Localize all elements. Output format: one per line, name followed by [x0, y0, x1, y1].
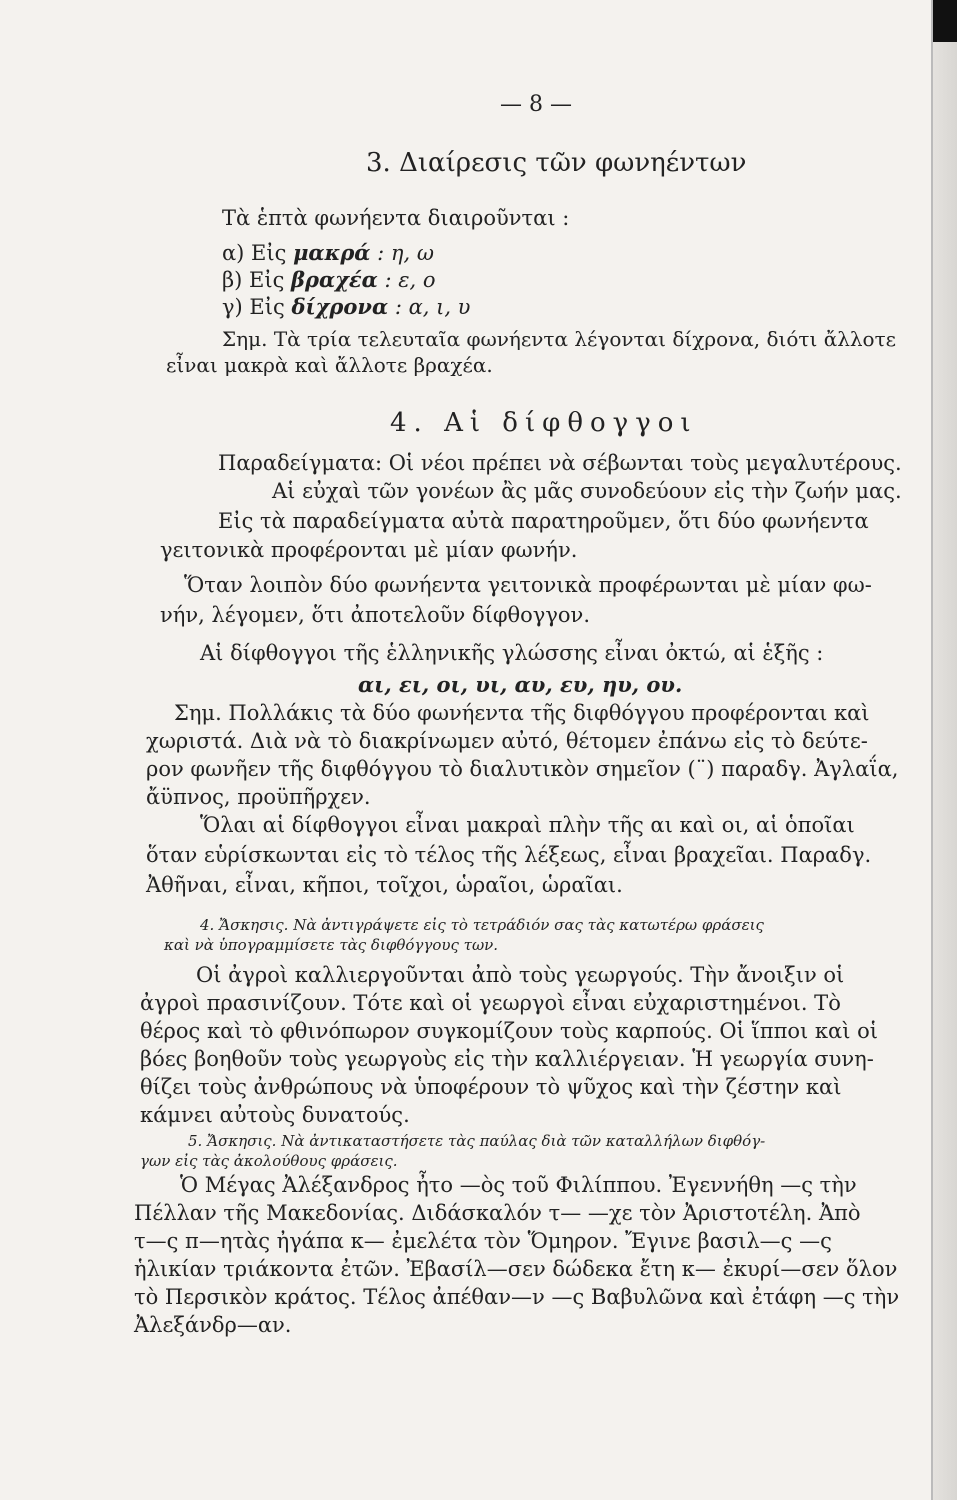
diphthong-list: αι, ει, οι, υι, αυ, ευ, ηυ, ου. — [358, 672, 683, 697]
text-line: Σημ. Πολλάκις τὰ δύο φωνήεντα τῆς διφθόγγου προφέρονται καὶ — [174, 701, 870, 725]
section3-note-line: εἶναι μακρὰ καὶ ἄλλοτε βραχέα. — [166, 353, 493, 377]
item-rest: : η, ω — [377, 241, 434, 265]
text-line: τ—ς π—ητὰς ἠγάπα κ— ἐμελέτα τὸν Ὅμηρον. Ἔγινε βασιλ—ς —ς — [134, 1229, 832, 1253]
text-line: ρον φωνῆεν τῆς διφθόγγου τὸ διαλυτικὸν σημεῖον (¨) παραδγ. Ἀγλαΐα, — [146, 757, 899, 781]
text-line: Ὅλαι αἱ δίφθογγοι εἶναι μακραὶ πλὴν τῆς αι καὶ οι, αἱ ὁποῖαι — [200, 813, 855, 837]
list-item — [222, 267, 436, 293]
text-line: Οἱ ἀγροὶ καλλιεργοῦνται ἀπὸ τοὺς γεωργούς. Τὴν ἄνοιξιν οἱ — [196, 963, 845, 987]
item-prefix: γ) Εἰς — [222, 295, 285, 319]
text-line: κάμνει αὐτοὺς δυνατούς. — [140, 1103, 410, 1127]
item-term: μακρά — [293, 240, 371, 265]
section3-intro: Τὰ ἑπτὰ φωνήεντα διαιροῦνται : — [222, 206, 570, 230]
section3-note-line: Σημ. Τὰ τρία τελευταῖα φωνήεντα λέγονται δίχρονα, διότι ἄλλοτε — [222, 327, 897, 351]
text-line: νήν, λέγομεν, ὅτι ἀποτελοῦν δίφθογγον. — [160, 603, 590, 627]
text-line: θέρος καὶ τὸ φθινόπωρον συγκομίζουν τοὺς καρπούς. Οἱ ἵπποι καὶ οἱ — [140, 1019, 879, 1043]
text-line: Αἱ δίφθογγοι τῆς ἑλληνικῆς γλώσσης εἶναι ὀκτώ, αἱ ἑξῆς : — [200, 641, 824, 665]
text-line: Ἀθῆναι, εἶναι, κῆποι, τοῖχοι, ὡραῖοι, ὡραῖαι. — [146, 873, 623, 897]
exercise5-instruction: 5. Ἄσκησις. Νὰ ἀντικαταστήσετε τὰς παύλας διὰ τῶν καταλλήλων διφθόγ- — [188, 1132, 766, 1150]
text-line: θίζει τοὺς ἀνθρώπους νὰ ὑποφέρουν τὸ ψῦχος καὶ τὴν ζέστην καὶ — [140, 1075, 842, 1099]
text-line: Παραδείγματα: Οἱ νέοι πρέπει νὰ σέβωνται τοὺς μεγαλυτέρους. — [218, 451, 902, 475]
text-line: Ὁ Μέγας Ἀλέξανδρος ἦτο —ὸς τοῦ Φιλίππου. Ἐγεννήθη —ς τὴν — [180, 1173, 857, 1197]
dark-corner — [933, 0, 957, 42]
text-line: βόες βοηθοῦν τοὺς γεωργοὺς εἰς τὴν καλλιέργειαν. Ἡ γεωργία συνη- — [140, 1047, 874, 1071]
text-line: ἄϋπνος, προϋπῆρχεν. — [146, 785, 371, 809]
item-rest: : ε, ο — [384, 268, 436, 292]
page-number: — 8 — — [500, 92, 572, 117]
text-line: τὸ Περσικὸν κράτος. Τέλος ἀπέθαν—ν —ς Βαβυλῶνα καὶ ἐτάφη —ς τὴν — [134, 1285, 900, 1309]
text-line: Εἰς τὰ παραδείγματα αὐτὰ παρατηροῦμεν, ὅτι δύο φωνήεντα — [218, 509, 869, 533]
text-line: ὅταν εὑρίσκωνται εἰς τὸ τέλος τῆς λέξεως, εἶναι βραχεῖαι. Παραδγ. — [146, 843, 872, 867]
item-term: δίχρονα — [291, 294, 389, 319]
text-line: Ὅταν λοιπὸν δύο φωνήεντα γειτονικὰ προφέρωνται μὲ μίαν φω- — [184, 573, 872, 597]
item-prefix: β) Εἰς — [222, 268, 285, 292]
text-line: γειτονικὰ προφέρονται μὲ μίαν φωνήν. — [160, 538, 578, 562]
page-edge — [931, 0, 957, 1500]
section4-title: 4. Αἱ δίφθογγοι — [390, 408, 698, 438]
text-line: Αἱ εὐχαὶ τῶν γονέων ἂς μᾶς συνοδεύουν εἰς τὴν ζωήν μας. — [272, 479, 902, 503]
exercise4-instruction: 4. Ἄσκησις. Νὰ ἀντιγράψετε εἰς τὸ τετράδιόν σας τὰς κατωτέρω φράσεις — [200, 916, 764, 934]
item-term: βραχέα — [291, 267, 378, 292]
text-line: χωριστά. Διὰ νὰ τὸ διακρίνωμεν αὐτό, θέτομεν ἐπάνω εἰς τὸ δεύτε- — [146, 729, 868, 753]
list-item — [222, 294, 470, 320]
item-prefix: α) Εἰς — [222, 241, 287, 265]
exercise5-instruction: γων εἰς τὰς ἀκολούθους φράσεις. — [140, 1152, 398, 1170]
exercise4-instruction: καὶ νὰ ὑπογραμμίσετε τὰς διφθόγγους των. — [164, 936, 499, 954]
text-line: ἀγροὶ πρασινίζουν. Τότε καὶ οἱ γεωργοὶ εἶναι εὐχαριστημένοι. Τὸ — [140, 991, 841, 1015]
text-line: Πέλλαν τῆς Μακεδονίας. Διδάσκαλόν τ— —χε τὸν Ἀριστοτέλη. Ἀπὸ — [134, 1201, 861, 1225]
text-line: ἡλικίαν τριάκοντα ἐτῶν. Ἐβασίλ—σεν δώδεκα ἔτη κ— ἐκυρί—σεν ὅλον — [134, 1257, 898, 1281]
list-item — [222, 240, 434, 266]
text-line: Ἀλεξάνδρ—αν. — [134, 1313, 292, 1337]
item-rest: : α, ι, υ — [394, 295, 471, 319]
section3-title: 3. Διαίρεσις τῶν φωνηέντων — [366, 148, 747, 178]
